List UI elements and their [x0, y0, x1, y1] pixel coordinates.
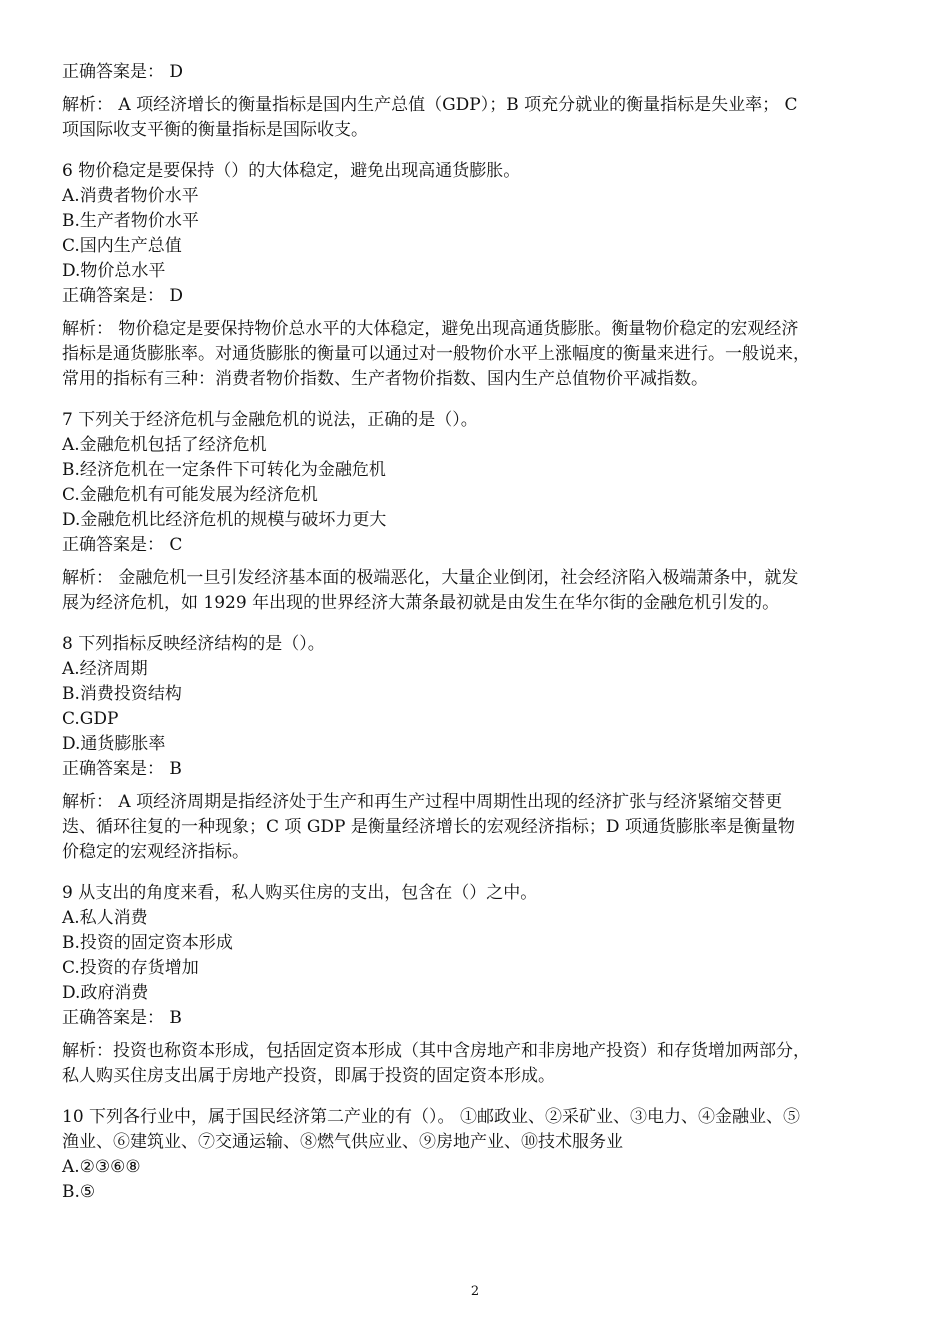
- option-c: C.投资的存货增加: [62, 958, 199, 978]
- option-d: D.通货膨胀率: [62, 734, 166, 754]
- analysis-line: 解析： 金融危机一旦引发经济基本面的极端恶化，大量企业倒闭，社会经济陷入极端萧条中，就发: [62, 568, 799, 588]
- analysis-line: 展为经济危机，如 1929 年出现的世界经济大萧条最初就是由发生在华尔街的金融危机引发的。: [62, 593, 780, 613]
- question-text: 10 下列各行业中，属于国民经济第二产业的有（）。 ①邮政业、②采矿业、③电力、④金融业、⑤: [62, 1107, 800, 1127]
- option-c: C.GDP: [62, 709, 119, 729]
- analysis-line: 解析： A 项经济增长的衡量指标是国内生产总值（GDP）；B 项充分就业的衡量指标是失业率； C: [62, 95, 798, 115]
- page-number: 2: [470, 1284, 480, 1299]
- answer-line: 正确答案是： B: [62, 759, 182, 779]
- answer-line: 正确答案是： D: [62, 62, 184, 82]
- option-c: C.金融危机有可能发展为经济危机: [62, 485, 318, 505]
- option-b: B.消费投资结构: [62, 684, 182, 704]
- answer-line: 正确答案是： D: [62, 286, 184, 306]
- option-d: D.政府消费: [62, 983, 149, 1003]
- option-d: D.金融危机比经济危机的规模与破坏力更大: [62, 510, 387, 530]
- option-b: B.经济危机在一定条件下可转化为金融危机: [62, 460, 386, 480]
- option-c: C.国内生产总值: [62, 236, 182, 256]
- option-a: A.经济周期: [62, 659, 148, 679]
- question-text: 7 下列关于经济危机与金融危机的说法，正确的是（）。: [62, 410, 478, 430]
- question-text: 8 下列指标反映经济结构的是（）。: [62, 634, 325, 654]
- analysis-line: 迭、循环往复的一种现象；C 项 GDP 是衡量经济增长的宏观经济指标；D 项通货膨胀率是衡量物: [62, 817, 795, 837]
- question-text: 渔业、⑥建筑业、⑦交通运输、⑧燃气供应业、⑨房地产业、⑩技术服务业: [62, 1132, 623, 1152]
- analysis-line: 价稳定的宏观经济指标。: [62, 842, 249, 862]
- option-a: A.金融危机包括了经济危机: [62, 435, 267, 455]
- option-b: B.生产者物价水平: [62, 211, 199, 231]
- analysis-line: 解析： A 项经济周期是指经济处于生产和再生产过程中周期性出现的经济扩张与经济紧缩交替更: [62, 792, 783, 812]
- analysis-line: 项国际收支平衡的衡量指标是国际收支。: [62, 120, 368, 140]
- option-b: B.投资的固定资本形成: [62, 933, 233, 953]
- analysis-line: 解析： 物价稳定是要保持物价总水平的大体稳定，避免出现高通货膨胀。衡量物价稳定的宏观经济: [62, 319, 799, 339]
- option-a: A.私人消费: [62, 908, 148, 928]
- answer-line: 正确答案是： B: [62, 1008, 182, 1028]
- analysis-line: 解析：投资也称资本形成，包括固定资本形成（其中含房地产和非房地产投资）和存货增加两部分，: [62, 1041, 810, 1061]
- analysis-line: 指标是通货膨胀率。对通货膨胀的衡量可以通过对一般物价水平上涨幅度的衡量来进行。一般说来，: [62, 344, 810, 364]
- document-page: [62, 60, 892, 1205]
- option-b: B.⑤: [62, 1182, 96, 1202]
- option-a: A.②③⑥⑧: [62, 1157, 141, 1177]
- option-a: A.消费者物价水平: [62, 186, 199, 206]
- analysis-line: 私人购买住房支出属于房地产投资，即属于投资的固定资本形成。: [62, 1066, 555, 1086]
- question-text: 9 从支出的角度来看，私人购买住房的支出，包含在（）之中。: [62, 883, 538, 903]
- option-d: D.物价总水平: [62, 261, 166, 281]
- analysis-line: 常用的指标有三种：消费者物价指数、生产者物价指数、国内生产总值物价平减指数。: [62, 369, 708, 389]
- question-text: 6 物价稳定是要保持（）的大体稳定，避免出现高通货膨胀。: [62, 161, 521, 181]
- answer-line: 正确答案是： C: [62, 535, 183, 555]
